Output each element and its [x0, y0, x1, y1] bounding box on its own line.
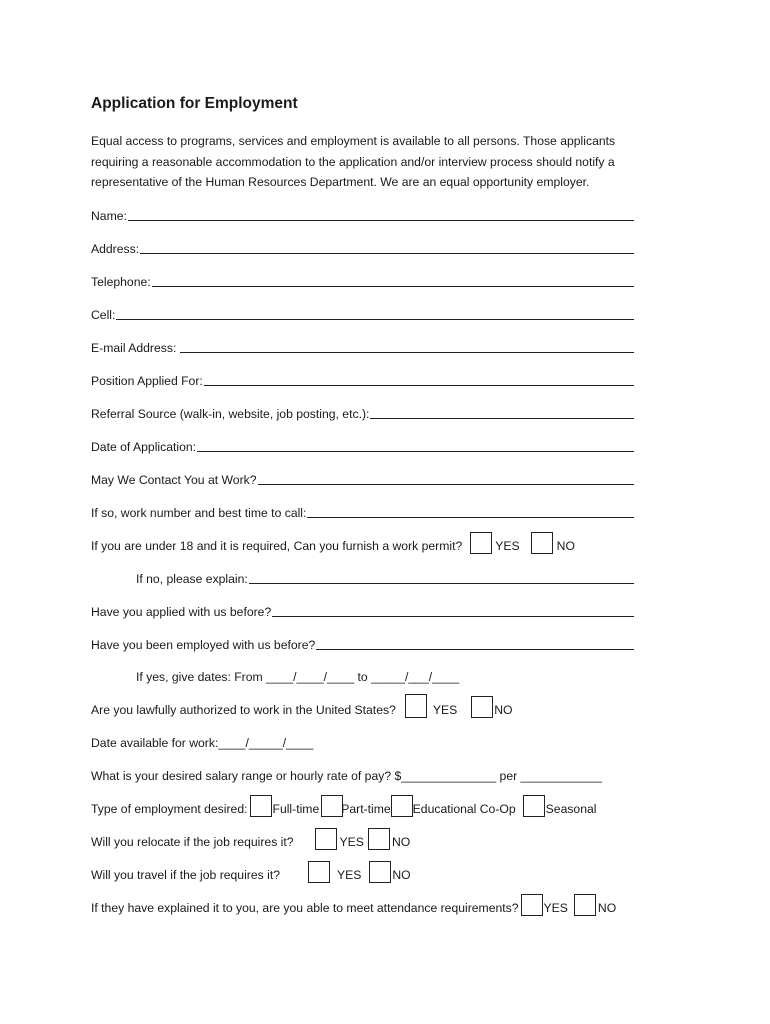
work-permit-question: If you are under 18 and it is required, Can you furnish a work permit? [91, 539, 463, 553]
work-permit-no-label: NO [556, 539, 575, 553]
applied-before-label: Have you applied with us before? [91, 605, 272, 619]
email-label: E-mail Address: [91, 341, 177, 355]
authorized-no-checkbox[interactable] [471, 696, 493, 718]
authorized-row [91, 697, 513, 717]
dates-from-row [136, 664, 459, 684]
attendance-no-label: NO [597, 901, 617, 915]
attendance-question: If they have explained it to you, are you able to meet attendance requirements? [91, 901, 519, 915]
no-explain-row [136, 566, 634, 586]
travel-row [91, 862, 411, 882]
telephone-label: Telephone: [91, 275, 151, 289]
full-time-label: Full-time [272, 802, 320, 816]
name-field[interactable] [128, 206, 634, 221]
cell-label: Cell: [91, 308, 116, 322]
travel-no-checkbox[interactable] [369, 861, 391, 883]
referral-label: Referral Source (walk-in, website, job posting, etc.): [91, 407, 370, 421]
relocate-yes-checkbox[interactable] [315, 828, 337, 850]
name-label: Name: [91, 209, 127, 223]
referral-row [91, 401, 634, 421]
coop-label: Educational Co-Op [412, 802, 516, 816]
attendance-no-checkbox[interactable] [574, 894, 596, 916]
intro-paragraph: Equal access to programs, services and employment is available to all persons. Those applicants requiring a reasonable accommodation to the application and/or interview process should notify a representative of the Human Resources Department. We are an equal opportunity employer. [91, 134, 616, 189]
referral-field[interactable] [370, 404, 634, 419]
salary-text[interactable]: What is your desired salary range or hourly rate of pay? $______________ per ____________ [91, 769, 602, 783]
work-permit-row [91, 533, 575, 553]
employed-before-label: Have you been employed with us before? [91, 638, 316, 652]
telephone-field[interactable] [152, 272, 634, 287]
part-time-checkbox[interactable] [321, 795, 343, 817]
relocate-no-label: NO [391, 835, 411, 849]
name-row [91, 203, 634, 223]
contact-work-label: May We Contact You at Work? [91, 473, 257, 487]
cell-field[interactable] [116, 305, 634, 320]
address-label: Address: [91, 242, 140, 256]
position-row [91, 368, 634, 388]
salary-row [91, 763, 602, 783]
travel-yes-checkbox[interactable] [308, 861, 330, 883]
address-row [91, 236, 634, 256]
cell-row [91, 302, 634, 322]
contact-work-row [91, 467, 634, 487]
date-application-field[interactable] [197, 437, 634, 452]
no-explain-label: If no, please explain: [136, 572, 248, 586]
work-permit-yes-checkbox[interactable] [470, 532, 492, 554]
attendance-yes-label: YES [543, 901, 568, 915]
telephone-row [91, 269, 634, 289]
attendance-yes-checkbox[interactable] [521, 894, 543, 916]
employment-type-label: Type of employment desired: [91, 802, 248, 816]
authorized-no-label: NO [494, 703, 513, 717]
address-field[interactable] [140, 239, 634, 254]
seasonal-checkbox[interactable] [523, 795, 545, 817]
position-field[interactable] [204, 371, 634, 386]
email-field[interactable] [180, 338, 634, 353]
dates-from-text[interactable]: If yes, give dates: From ____/____/____ to _____/___/____ [136, 670, 460, 684]
date-application-label: Date of Application: [91, 440, 197, 454]
employment-type-row [91, 796, 596, 816]
authorized-yes-checkbox[interactable] [405, 694, 427, 718]
date-available-text[interactable]: Date available for work:____/_____/____ [91, 736, 314, 750]
relocate-yes-label: YES [339, 835, 364, 849]
work-number-row [91, 500, 634, 520]
work-permit-yes-label: YES [495, 539, 520, 553]
relocate-row [91, 829, 410, 849]
attendance-row [91, 895, 616, 915]
relocate-question: Will you relocate if the job requires it? [91, 835, 294, 849]
applied-before-field[interactable] [272, 602, 634, 617]
coop-checkbox[interactable] [391, 795, 413, 817]
travel-yes-label: YES [336, 868, 362, 882]
relocate-no-checkbox[interactable] [368, 828, 390, 850]
seasonal-label: Seasonal [545, 802, 597, 816]
full-time-checkbox[interactable] [250, 795, 272, 817]
work-permit-no-checkbox[interactable] [531, 532, 553, 554]
employed-before-field[interactable] [316, 635, 634, 650]
work-number-field[interactable] [307, 503, 634, 518]
authorized-yes-label: YES [432, 703, 458, 717]
work-number-label: If so, work number and best time to call: [91, 506, 307, 520]
part-time-label: Part-time [341, 802, 391, 816]
employed-before-row [91, 632, 634, 652]
applied-before-row [91, 599, 634, 619]
travel-no-label: NO [392, 868, 411, 882]
no-explain-field[interactable] [249, 569, 634, 584]
date-available-row [91, 730, 313, 750]
date-application-row [91, 434, 634, 454]
page-title: Application for Employment [91, 95, 298, 112]
authorized-question: Are you lawfully authorized to work in the United States? [91, 703, 396, 717]
contact-work-field[interactable] [258, 470, 634, 485]
email-row [91, 335, 634, 355]
position-label: Position Applied For: [91, 374, 203, 388]
travel-question: Will you travel if the job requires it? [91, 868, 280, 882]
